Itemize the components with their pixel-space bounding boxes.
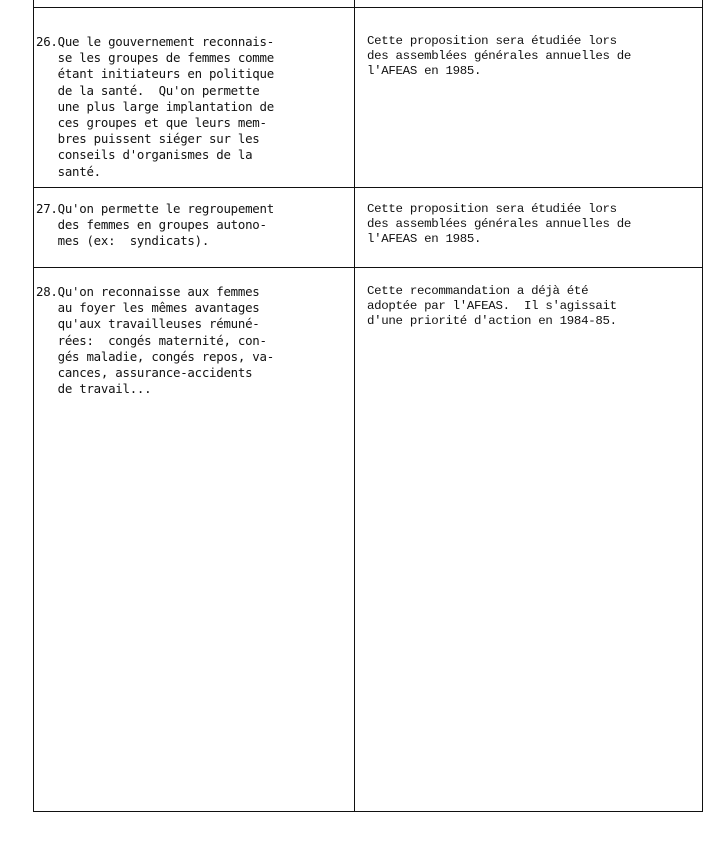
recommendation-26: 26.Que le gouvernement reconnais- se les groupes de femmes comme étant initiateurs en politique de la santé. Qu'on permette une plus large implantation de ces groupes et que leurs mem- bres puissent siéger sur les conseils d'organismes de la santé. [36, 34, 274, 179]
row-divider [34, 267, 702, 268]
response-27: Cette proposition sera étudiée lors des assemblées générales annuelles de l'AFEAS en 1985. [367, 202, 632, 247]
recommendation-28: 28.Qu'on reconnaisse aux femmes au foyer les mêmes avantages qu'aux travailleuses rémuné- rées: congés maternité, con- gés maladie, congés repos, va- cances, assurance-accidents de travail... [36, 284, 274, 397]
row-divider [34, 7, 702, 8]
column-divider [354, 0, 355, 811]
response-28: Cette recommandation a déjà été adoptée par l'AFEAS. Il s'agissait d'une priorité d'action en 1984-85. [367, 284, 617, 329]
recommendation-27: 27.Qu'on permette le regroupement des femmes en groupes autono- mes (ex: syndicats). [36, 201, 274, 249]
row-divider [34, 187, 702, 188]
response-26: Cette proposition sera étudiée lors des assemblées générales annuelles de l'AFEAS en 1985. [367, 34, 632, 79]
recommendations-table [33, 0, 703, 812]
